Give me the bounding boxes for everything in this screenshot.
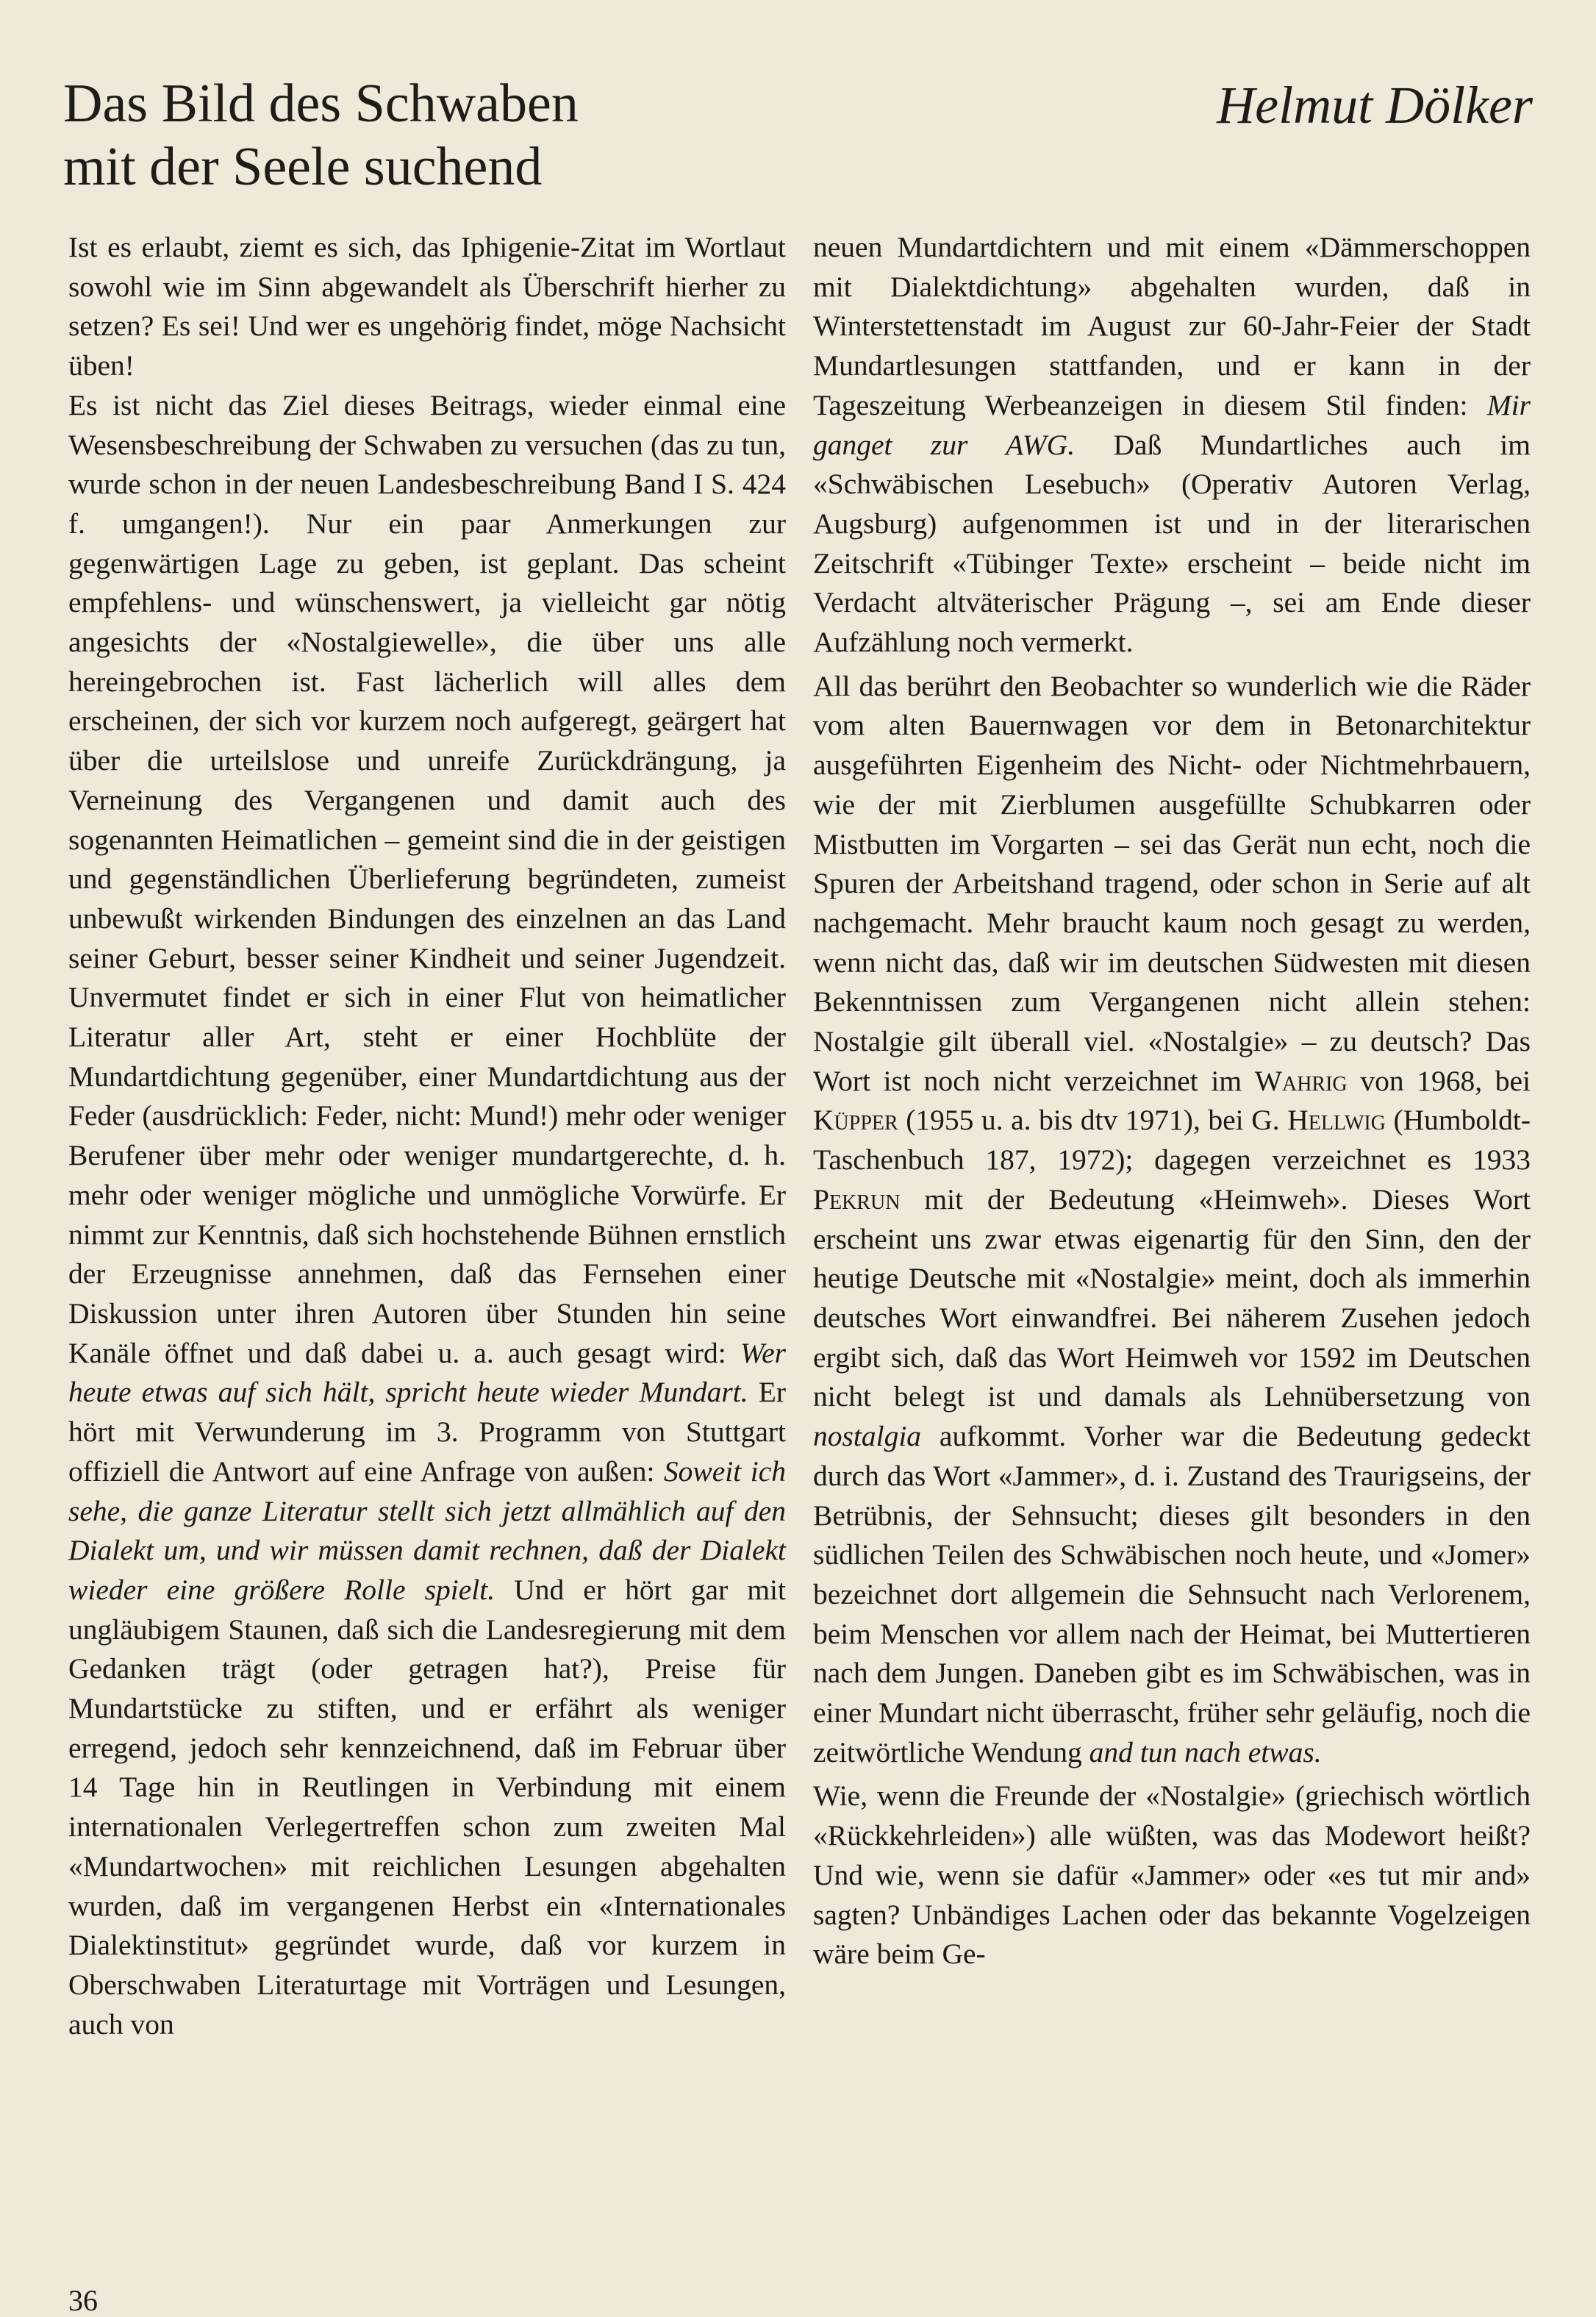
paragraph: neuen Mundartdichtern und mit einem «Dämmerschoppen mit Dialektdichtung» abgehalten wurden, daß in Winterstettenstadt im August zur 60-Jahr-Feier der Stadt Mundartlesungen stattfanden, und er kann in der Tageszeitung Werbeanzeigen in diesem Stil finden: Mir ganget zur AWG. Daß Mundartliches auch im «Schwäbischen Lesebuch» (Operativ Autoren Verlag, Augsburg) aufgenommen ist und in der literarischen Zeitschrift «Tübinger Texte» erscheint – beide nicht im Verdacht altväterischer Prägung –, sei am Ende dieser Aufzählung noch vermerkt. [813, 231, 1531, 659]
author-reference: Hellwig [1287, 1104, 1386, 1137]
paragraph: Wie, wenn die Freunde der «Nostalgie» (griechisch wörtlich «Rückkehrleiden») alle wüßten, was das Modewort heißt? Und wie, wenn sie dafür «Jammer» oder «es tut mir and» sagten? Unbändiges Lachen oder das bekannte Vogelzeigen wäre beim Ge- [813, 1779, 1531, 1971]
author-name: Helmut Dölker [1217, 76, 1533, 135]
paragraph: All das berührt den Beobachter so wunderlich wie die Räder vom alten Bauernwagen vor dem in Betonarchitektur ausgeführten Eigenheim des Nicht- oder Nichtmehrbauern, wie der mit Zierblumen ausgefüllte Schubkarren oder Mistbutten im Vorgarten – sei das Gerät nun echt, noch die Spuren der Arbeitshand tragend, oder schon in Serie auf alt nachgemacht. Mehr braucht kaum noch gesagt zu werden, wenn nicht das, daß wir im deutschen Südwesten mit diesen Bekenntnissen zum Vergangenen nicht allein stehen: Nostalgie gilt überall viel. «Nostalgie» – zu deutsch? Das Wort ist noch nicht verzeichnet im Wahrig von 1968, bei Küpper (1955 u. a. bis dtv 1971), bei G. Hellwig (Humboldt-Taschenbuch 187, 1972); dagegen verzeichnet es 1933 Pekrun mit der Bedeutung «Heimweh». Dieses Wort erscheint uns zwar etwas eigenartig für den Sinn, den der heutige Deutsche mit «Nostalgie» meint, doch als immerhin deutsches Wort einwandfrei. Bei näherem Zusehen jedoch ergibt sich, daß das Wort Heimweh vor 1592 im Deutschen nicht belegt ist und damals als Lehnübersetzung von nostalgia aufkommt. Vorher war die Bedeutung gedeckt durch das Wort «Jammer», d. i. Zustand des Traurigseins, der Betrübnis, der Sehnsucht; dieses gilt besonders in den südlichen Teilen des Schwäbischen noch heute, und «Jomer» bezeichnet dort allgemein die Sehnsucht nach Verlorenem, beim Menschen vor allem nach der Heimat, bei Muttertieren nach dem Jungen. Daneben gibt es im Schwäbischen, was in einer Mundart nicht überrascht, früher sehr geläufig, noch die zeitwörtliche Wendung and tun nach etwas. [813, 669, 1531, 1768]
author-reference: Pekrun [813, 1182, 901, 1215]
quote: Wer heute etwas auf sich hält, spricht heute wieder Mundart. [68, 1336, 787, 1409]
article-title [63, 72, 872, 199]
author-reference: Küpper [813, 1104, 898, 1137]
paragraph: Ist es erlaubt, ziemt es sich, das Iphigenie-Zitat im Wortlaut sowohl wie im Sinn abgewandelt als Überschrift hierher zu setzen? Es sei! Und wer es ungehörig findet, möge Nachsicht üben! [68, 231, 786, 382]
left-column [68, 228, 786, 2044]
foreign-word: nostalgia [813, 1420, 922, 1453]
quote: Soweit ich sehe, die ganze Literatur stellt sich jetzt allmählich auf den Dialekt um, und wir müssen damit rechnen, daß der Dialekt wieder eine größere Rolle spielt. [68, 1454, 786, 1606]
right-column [813, 228, 1531, 1974]
title-line-2: mit der Seele suchend [63, 137, 543, 197]
dialect-phrase: and tun nach etwas. [1089, 1735, 1322, 1768]
paragraph: Es ist nicht das Ziel dieses Beitrags, wieder einmal eine Wesensbeschreibung der Schwaben zu versuchen (das zu tun, wurde schon in der neuen Landesbeschreibung Band I S. 424 f. umgangen!). Nur ein paar Anmerkungen zur gegenwärtigen Lage zu geben, ist geplant. Das scheint empfehlens- und wünschenswert, ja vielleicht gar nötig angesichts der «Nostalgiewelle», die über uns alle hereingebrochen ist. Fast lächerlich will alles dem erscheinen, der sich vor kurzem noch aufgeregt, geärgert hat über die urteilslose und unreife Zurückdrängung, ja Verneinung des Vergangenen und damit auch des sogenannten Heimatlichen – gemeint sind die in der geistigen und gegenständlichen Überlieferung begründeten, zumeist unbewußt wirkenden Bindungen des einzelnen an das Land seiner Geburt, besser seiner Kindheit und seiner Jugendzeit. Unvermutet findet er sich in einer Flut von heimatlicher Literatur aller Art, steht er einer Hochblüte der Mundartdichtung gegenüber, einer Mundartdichtung aus der Feder (ausdrücklich: Feder, nicht: Mund!) mehr oder weniger Berufener über mehr oder weniger mundartgerechte, d. h. mehr oder weniger mögliche und unmögliche Vorwürfe. Er nimmt zur Kenntnis, daß sich hochstehende Bühnen ernstlich der Erzeugnisse annehmen, daß das Fernsehen einer Diskussion unter ihren Autoren über Stunden hin seine Kanäle öffnet und daß dabei u. a. auch gesagt wird: Wer heute etwas auf sich hält, spricht heute wieder Mundart. Er hört mit Verwunderung im 3. Programm von Stuttgart offiziell die Antwort auf eine Anfrage von außen: Soweit ich sehe, die ganze Literatur stellt sich jetzt allmählich auf den Dialekt um, und wir müssen damit rechnen, daß der Dialekt wieder eine größere Rolle spielt. Und er hört gar mit ungläubigem Staunen, daß sich die Landesregierung mit dem Gedanken trägt (oder getragen hat?), Preise für Mundartstücke zu stiften, und er erfährt als weniger erregend, jedoch sehr kennzeichnend, daß im Februar über 14 Tage hin in Reutlingen in Verbindung mit einem internationalen Verlegertreffen schon zum zweiten Mal «Mundartwochen» mit reichlichen Lesungen abgehalten wurden, daß im vergangenen Herbst ein «Internationales Dialektinstitut» gegründet wurde, daß vor kurzem in Oberschwaben Literaturtage mit Vorträgen und Lesungen, auch von [68, 388, 787, 2041]
page-number: 36 [68, 2284, 98, 2317]
quote: Mir ganget zur AWG. [813, 388, 1531, 461]
author-reference: Wahrig [1254, 1064, 1348, 1097]
title-line-1: Das Bild des Schwaben [63, 74, 579, 134]
